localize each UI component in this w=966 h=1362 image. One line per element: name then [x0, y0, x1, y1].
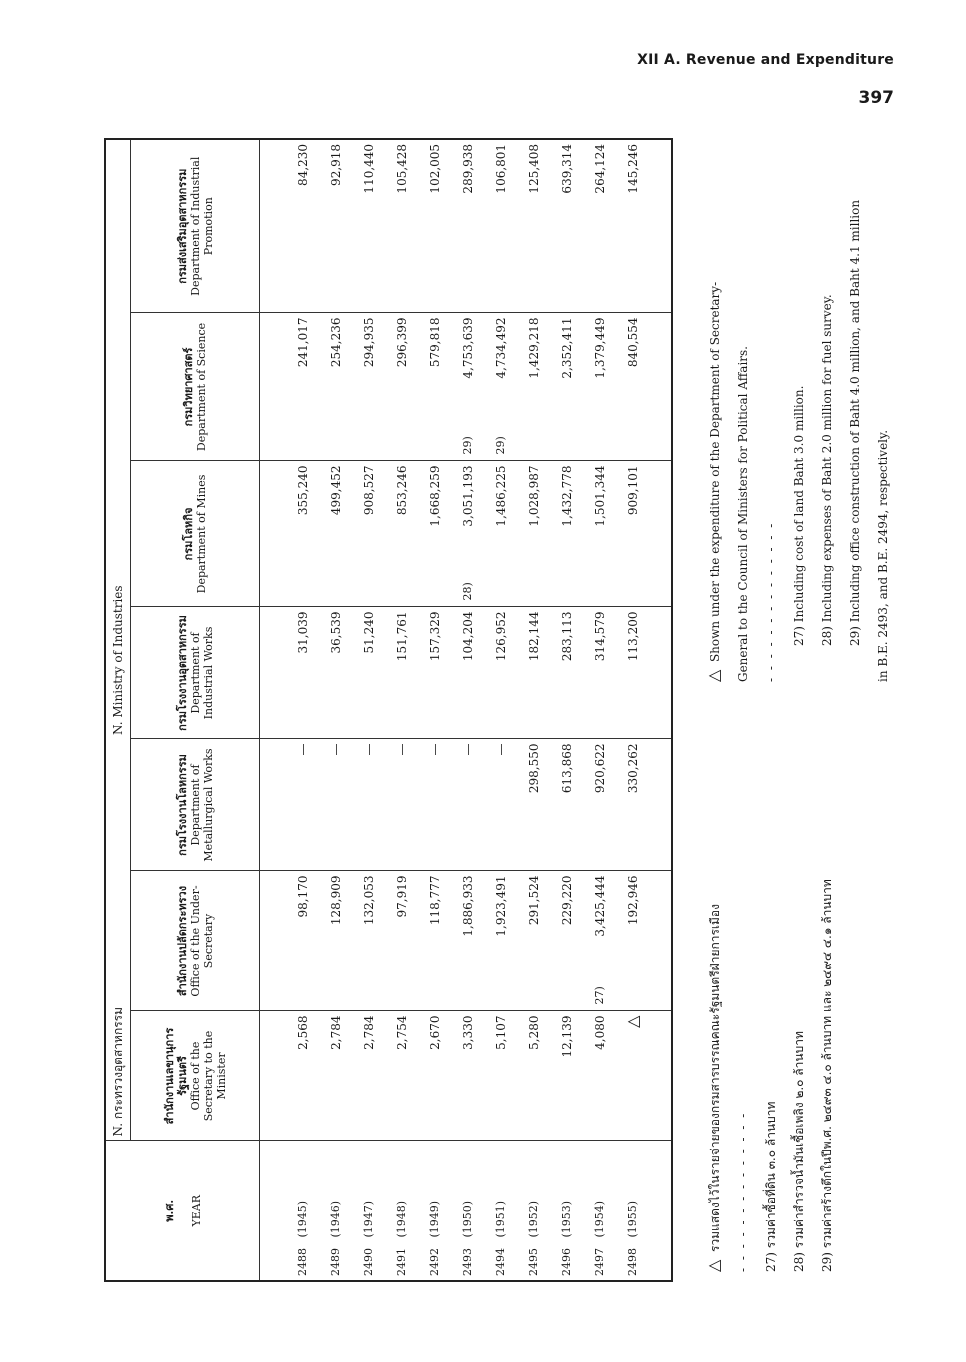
- value-cell: [583, 313, 616, 461]
- value-cell: [517, 739, 550, 871]
- value: 110,440: [361, 143, 376, 194]
- value: 31,039: [295, 611, 310, 654]
- value: 1,429,218: [526, 317, 541, 379]
- value: 126,952: [493, 611, 508, 662]
- notes-thai: [700, 742, 841, 1272]
- value: 330,262: [625, 743, 640, 794]
- value: 294,935: [361, 317, 376, 368]
- value: 908,527: [361, 465, 376, 516]
- value-cell: [583, 461, 616, 607]
- value-cell: [550, 871, 583, 1011]
- value: 97,919: [394, 875, 409, 918]
- value-cell: [517, 1011, 550, 1141]
- year-ad: (1952): [527, 1200, 540, 1238]
- value: 12,139: [559, 1015, 574, 1058]
- value: —: [427, 743, 442, 756]
- year-ad: (1947): [362, 1200, 375, 1238]
- year-cell: [550, 1141, 583, 1281]
- value-cell: [616, 139, 649, 313]
- value-cell: [616, 1011, 649, 1141]
- year-cell: [385, 1141, 418, 1281]
- year-ad: (1953): [560, 1200, 573, 1238]
- value-cell: [418, 461, 451, 607]
- value-cell: [583, 739, 616, 871]
- value: 283,113: [559, 611, 574, 662]
- value: —: [361, 743, 376, 756]
- year-ad: (1954): [593, 1200, 606, 1238]
- year-cell: [319, 1141, 352, 1281]
- table-row: [517, 139, 550, 1281]
- year-cell: [616, 1141, 649, 1281]
- col-header-science: กรมวิทยาศาสตร์ Department of Science: [131, 313, 260, 461]
- page-number: 397: [858, 88, 894, 108]
- value-cell: [517, 607, 550, 739]
- value: 105,428: [394, 143, 409, 194]
- value: 2,670: [427, 1015, 442, 1050]
- table-row: [583, 139, 616, 1281]
- value: 229,220: [559, 875, 574, 926]
- value: 579,818: [427, 317, 442, 368]
- value-cell: [484, 607, 517, 739]
- value: —: [295, 743, 310, 756]
- value-cell: [418, 1011, 451, 1141]
- value: 98,170: [295, 875, 310, 918]
- value: 296,399: [394, 317, 409, 368]
- value: 5,107: [493, 1015, 508, 1050]
- value: 151,761: [394, 611, 409, 662]
- year-cell: [418, 1141, 451, 1281]
- year-cell: [583, 1141, 616, 1281]
- year-ad: (1945): [296, 1200, 309, 1238]
- table-row: [616, 139, 649, 1281]
- value-cell: [418, 871, 451, 1011]
- year-cell: [517, 1141, 550, 1281]
- value-cell: [319, 461, 352, 607]
- year-be: 2496: [560, 1248, 573, 1276]
- note-27-english: 27) Including cost of land Baht 3.0 million.: [792, 385, 806, 646]
- note-triangle-english-cont: General to the Council of Ministers for Political Affairs.: [736, 346, 750, 682]
- year-be: 2494: [494, 1248, 507, 1276]
- value: 909,101: [625, 465, 640, 516]
- value-cell: [583, 139, 616, 313]
- year-be: 2488: [296, 1248, 309, 1276]
- value: 4,753,639: [460, 317, 475, 379]
- value-cell: [286, 139, 319, 313]
- year-ad: (1949): [428, 1200, 441, 1238]
- note-triangle-english: △ Shown under the expenditure of the Department of Secretary-: [704, 281, 723, 682]
- value-cell: [418, 607, 451, 739]
- value: 853,246: [394, 465, 409, 516]
- value-cell: [352, 871, 385, 1011]
- value-cell: [451, 871, 484, 1011]
- value: 182,144: [526, 611, 541, 662]
- value-cell: [484, 139, 517, 313]
- value-cell: [286, 739, 319, 871]
- section-title: XII A. Revenue and Expenditure: [637, 52, 894, 68]
- value-cell: [385, 461, 418, 607]
- value-cell: [484, 1011, 517, 1141]
- value: 106,801: [493, 143, 508, 194]
- value: 145,246: [625, 143, 640, 194]
- value: 1,486,225: [493, 465, 508, 527]
- value-cell: [319, 607, 352, 739]
- value: 102,005: [427, 143, 442, 194]
- value-cell: [616, 871, 649, 1011]
- year-be: 2493: [461, 1248, 474, 1276]
- value-cell: [352, 313, 385, 461]
- value: 1,501,344: [592, 465, 607, 527]
- value: 639,314: [559, 143, 574, 194]
- notes-english: [700, 142, 897, 682]
- table-row: [385, 139, 418, 1281]
- value-cell: [517, 461, 550, 607]
- year-be: 2489: [329, 1248, 342, 1276]
- value: 157,329: [427, 611, 442, 662]
- value: 291,524: [526, 875, 541, 926]
- value-cell: [484, 313, 517, 461]
- value-cell: [451, 139, 484, 313]
- value: 1,923,491: [493, 875, 508, 937]
- page-header: [637, 52, 894, 108]
- value-cell: [352, 139, 385, 313]
- value: 3,051,193: [460, 465, 475, 527]
- value: 2,568: [295, 1015, 310, 1050]
- value-cell: [385, 139, 418, 313]
- value-cell: [319, 871, 352, 1011]
- value-cell: [451, 1011, 484, 1141]
- value: 125,408: [526, 143, 541, 194]
- note-29-english-cont: in B.E. 2493, and B.E. 2494, respectively.: [876, 429, 890, 682]
- value: 254,236: [328, 317, 343, 368]
- value: 355,240: [295, 465, 310, 516]
- footnote-ref: 29): [493, 436, 507, 455]
- value: —: [460, 743, 475, 756]
- year-header: พ.ศ. YEAR: [105, 1141, 260, 1281]
- table-row: [451, 139, 484, 1281]
- value: 84,230: [295, 143, 310, 186]
- value-cell: [352, 461, 385, 607]
- note-29-english: 29) Including office construction of Baht 4.0 million, and Baht 4.1 million: [848, 199, 862, 646]
- value-cell: [352, 739, 385, 871]
- value-cell: [517, 313, 550, 461]
- value: 1,028,987: [526, 465, 541, 527]
- year-be: 2491: [395, 1248, 408, 1276]
- year-ad: (1955): [626, 1200, 639, 1238]
- value-cell: [550, 139, 583, 313]
- value: 1,668,259: [427, 465, 442, 527]
- value: 2,784: [361, 1015, 376, 1050]
- value-cell: [352, 607, 385, 739]
- year-be: 2495: [527, 1248, 540, 1276]
- value: 51,240: [361, 611, 376, 654]
- year-cell: [451, 1141, 484, 1281]
- value-cell: [352, 1011, 385, 1141]
- value-cell: [451, 607, 484, 739]
- value-cell: [616, 313, 649, 461]
- value: 264,124: [592, 143, 607, 194]
- value: —: [394, 743, 409, 756]
- expenditure-table: [104, 138, 673, 1282]
- value: 5,280: [526, 1015, 541, 1050]
- note-triangle-thai: △ รวมแสดงไว้ในรายจ่ายของกรมสารบรรณคณะรัฐมนตรีฝ่ายการเมือง: [704, 904, 723, 1272]
- year-ad: (1951): [494, 1200, 507, 1238]
- value-cell: [385, 313, 418, 461]
- value-cell: [616, 607, 649, 739]
- value: 2,784: [328, 1015, 343, 1050]
- year-be: 2492: [428, 1248, 441, 1276]
- value: 289,938: [460, 143, 475, 194]
- value: 2,754: [394, 1015, 409, 1050]
- year-ad: (1946): [329, 1200, 342, 1238]
- footnote-ref: 27): [592, 986, 606, 1005]
- value: 192,946: [625, 875, 640, 926]
- col-header-mines: กรมโลหกิจ Department of Mines: [131, 461, 260, 607]
- value: 36,539: [328, 611, 343, 654]
- value: 499,452: [328, 465, 343, 516]
- table-row: [319, 139, 352, 1281]
- value: 2,352,411: [559, 317, 574, 379]
- year-be: 2497: [593, 1248, 606, 1276]
- col-header-industrial-works: กรมโรงงานอุตสาหกรรม Department of Industrial Works: [131, 607, 260, 739]
- value-cell: [451, 739, 484, 871]
- value-cell: [583, 871, 616, 1011]
- value-cell: [550, 1011, 583, 1141]
- value-cell: [319, 139, 352, 313]
- value-cell: [517, 871, 550, 1011]
- table-row: [550, 139, 583, 1281]
- value: 4,734,492: [493, 317, 508, 379]
- note-27-thai: 27) รวมค่าซื้อที่ดิน ๓.๐ ล้านบาท: [764, 1101, 778, 1272]
- value-cell: [385, 871, 418, 1011]
- value-cell: [616, 739, 649, 871]
- value: 1,886,933: [460, 875, 475, 937]
- value: 1,432,778: [559, 465, 574, 527]
- value-cell: [484, 871, 517, 1011]
- year-cell: [352, 1141, 385, 1281]
- value-cell: [286, 607, 319, 739]
- value-cell: [550, 739, 583, 871]
- year-cell: [286, 1141, 319, 1281]
- value: 241,017: [295, 317, 310, 368]
- footnote-ref: 29): [460, 436, 474, 455]
- value-cell: [418, 139, 451, 313]
- value-cell: [550, 313, 583, 461]
- value-cell: [550, 607, 583, 739]
- value-cell: [319, 1011, 352, 1141]
- note-28-thai: 28) รวมค่าสำรวจน้ำมันเชื้อเพลิง ๒.๐ ล้านบาท: [792, 1031, 806, 1272]
- value-cell: [286, 871, 319, 1011]
- value: 840,554: [625, 317, 640, 368]
- col-header-secretary: สำนักงานเลขานุการรัฐมนตรี Office of the Secretary to the Minister: [131, 1011, 260, 1141]
- value-cell: [286, 313, 319, 461]
- value: 4,080: [592, 1015, 607, 1050]
- value-cell: [319, 313, 352, 461]
- table-row: [484, 139, 517, 1281]
- value-cell: [385, 607, 418, 739]
- value-cell: [451, 461, 484, 607]
- col-header-metallurgical: กรมโรงงานโลหกรรม Department of Metallurgical Works: [131, 739, 260, 871]
- value-cell: [550, 461, 583, 607]
- note-rule-english: - - - - - - - - - - - - - -: [764, 521, 778, 682]
- value-cell: [451, 313, 484, 461]
- year-ad: (1948): [395, 1200, 408, 1238]
- year-be: 2490: [362, 1248, 375, 1276]
- footnote-ref: 28): [460, 582, 474, 601]
- value-cell: [319, 739, 352, 871]
- value: 314,579: [592, 611, 607, 662]
- year-be: 2498: [626, 1248, 639, 1276]
- value: —: [328, 743, 343, 756]
- value: 92,918: [328, 143, 343, 186]
- value-cell: [418, 739, 451, 871]
- note-28-english: 28) Including expenses of Baht 2.0 million for fuel survey.: [820, 294, 834, 646]
- value-cell: [616, 461, 649, 607]
- table-row: [352, 139, 385, 1281]
- table-row: [286, 139, 319, 1281]
- value: 613,868: [559, 743, 574, 794]
- value: △: [623, 1015, 642, 1028]
- value: 113,200: [625, 611, 640, 662]
- value-cell: [385, 739, 418, 871]
- value: 132,053: [361, 875, 376, 926]
- value: 104,204: [460, 611, 475, 662]
- note-rule-thai: - - - - - - - - - - - - - -: [736, 1111, 750, 1272]
- value-cell: [385, 1011, 418, 1141]
- value: 920,622: [592, 743, 607, 794]
- value-cell: [484, 461, 517, 607]
- col-header-promotion: กรมส่งเสริมอุตสาหกรรม Department of Industrial Promotion: [131, 139, 260, 313]
- value-cell: [418, 313, 451, 461]
- value: 3,330: [460, 1015, 475, 1050]
- value-cell: [517, 139, 550, 313]
- rotated-table-content: [104, 140, 894, 1282]
- value-cell: [583, 1011, 616, 1141]
- year-ad: (1950): [461, 1200, 474, 1238]
- value-cell: [484, 739, 517, 871]
- value: —: [493, 743, 508, 756]
- table-row: [418, 139, 451, 1281]
- value: 1,379,449: [592, 317, 607, 379]
- col-header-under-secretary: สำนักงานปลัดกระทรวง Office of the Under-Secretary: [131, 871, 260, 1011]
- value-cell: [583, 607, 616, 739]
- year-cell: [484, 1141, 517, 1281]
- value: 298,550: [526, 743, 541, 794]
- value: 3,425,444: [592, 875, 607, 937]
- value-cell: [286, 1011, 319, 1141]
- ministry-header-thai: N. กระทรวงอุตสาหกรรม: [105, 739, 131, 1141]
- note-29-thai: 29) รวมค่าสร้างตึกในปีพ.ศ. ๒๔๙๓ ๔.๐ ล้านบาท และ ๒๔๙๔ ๔.๑ ล้านบาท: [820, 879, 834, 1272]
- ministry-header-english: N. Ministry of Industries: [105, 139, 131, 739]
- value-cell: [286, 461, 319, 607]
- value: 118,777: [427, 875, 442, 926]
- value: 128,909: [328, 875, 343, 926]
